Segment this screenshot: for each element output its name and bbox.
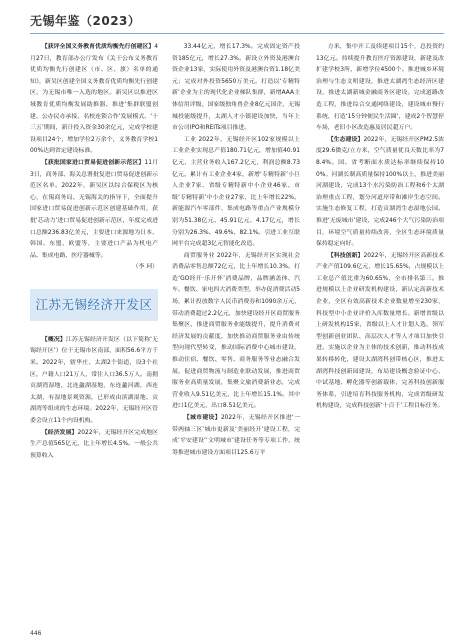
text-column-2	[172, 42, 300, 459]
paragraph-text: 工业 2022年，无锡经开区102家规模以上工业企业实现总产值180.71亿元，增加值40.91亿元，主营业务收入167.2亿元，利润总额8.73亿元。累计有工业企业4家，新增‘专精特新’小巨人企业7家、省级专精特新中小企业46家、市级‘专精特新’中小企业27家，比上年增长22%。新能源汽车零部件、集成电路等重点产业规模分别为51.38亿元、45.91亿元、4.17亿元，增长分别为26.3%、49.6%、82.1%。引进工业互联网平台完成超3亿元智能化改造。	[172, 136, 300, 248]
paragraph	[316, 135, 444, 251]
paragraph	[172, 135, 300, 251]
paragraph	[172, 251, 300, 413]
paragraph	[30, 42, 158, 158]
paragraph-text: 商贸服务业 2022年，无锡经开区实现社会消费品零售总额72亿元，比上年增长10.3%。打造‘GO经开·乐开怀’消费品牌，品牌涵盖体、汽车、餐饮、家电四大消费类型，举办促消费活动5场，累计投放数字人民币消费券和1090余万元，带动消费超过2.2亿元，加快建设经开区商贸服务集聚区，推进商贸服务业能级提升，提升消费对经济发展的贡献度，加快推动商贸服务业由传统型向现代型转变，推动国际消费中心城市建设，推动住宿、餐饮、零售、商务服务等业态融合发展，促进商贸物流与制造业联动发展，推进商贸服务业高质量发展，集聚文旅消费新业态，完成营业收入9.51亿美元，比上年增长15.1%。其中进口1亿美元，出口8.51亿美元。	[172, 252, 300, 410]
paragraph-text: 2022年，无锡经开区完成地区生产总值565亿元，比上年增长4.5%。一般公共预算收入	[30, 429, 158, 459]
paragraph	[30, 428, 158, 463]
section-heading: 【科技创新】	[327, 252, 364, 259]
paragraph	[172, 413, 300, 459]
section-heading: 【概况】	[41, 336, 66, 343]
paragraph-text: 2022年，无锡经开区推进‘一带两轴三区’城市更新及‘美丽经开’建设工程，完成‘平安建设’‘文明城市’建设任务等专项工作，统筹推进城市建设方面项目125.6万平	[172, 415, 300, 456]
paragraph-text: 2022年，无锡经开区高新技术产业产值109.6亿元，增长15.65%，占规模以上工业总产值比重为60.65%，全市排名第三。推进规模以上企业研发机构建设，新认定高新技术企业，全区有效高新技术企业数量增至230家，科技型中小企业评价入库数量增长。新增省级以上研发机构15家，省级以上人才计划人选、领军型创新创业团队、高层次人才等人才项目加快引进。实施以企业为主体的技术创新，推动科技成果转移转化，建设太湖湾科创带核心区，推进太湖湾科技创新园建设，布局建设概念验证中心、中试基地、孵化器等创新载体，完善科技创新服务体系，引进培育科技服务机构，完成省级研发机构建设，完成科技创新‘十百千’工程目标任务。	[316, 252, 444, 410]
section-heading: 【获评全国义务教育优质均衡先行创建区】	[41, 44, 155, 50]
paragraph-text: 11月3日，商务部、海关总署批复进口贸易促进创新示范区名单。2022年，新吴区以综合保税区为核心，在锡商务局、无锡海关的指导下，全面提升国家进口贸易促进创新示范区创建基础作用，获批‘芯动力’进口贸易促进创新示范区，年度完成进口总额236.83亿美元，主要进口来源地为日本、韩国、东盟、欧盟等，主要进口产品为机电产品、集成电路、医疗器械等。	[30, 159, 159, 259]
paragraph	[30, 335, 158, 428]
paragraph	[172, 42, 300, 135]
paragraph-text: 方米，集中开工及续建项目15个，总投资约13亿元。持续提升教育医疗资源建设，新建及改扩建学校3所，新增学位4500个。推进城乡环境治理与生态文明建设，推进太湖湾生态经济区建设，推进太湖新城金融商务区建设。完成道路改造工程，推进综合交通网络建设，建设城市慢行系统，打造‘15分钟便民生活圈’，建成2个智慧停车场，老旧小区改造惠及居民超万户。	[316, 44, 444, 132]
running-header-title: 无锡年鉴（2023）	[30, 14, 141, 28]
section-heading: 【城市建设】	[183, 415, 221, 421]
text-column-1	[30, 42, 158, 462]
author-signature: （李 珂）	[132, 264, 158, 271]
section-heading: 【获批国家进口贸易促进创新示范区】	[41, 159, 145, 166]
paragraph	[316, 42, 444, 135]
section-banner: 江苏无锡经济开发区	[30, 289, 158, 321]
paragraph-text: 2022年，无锡经开区PM2.5浓度29.6微克/立方米，空气质量优良天数比率为78.4%。国、省考断面水质达标率继续保持100%。河湖长制高质量保持100%以上，推进美丽河湖建设，完成13个水污染防治工程和6个太湖治理重点工程，划分河道岸带和滩岸生态空间。实施生态修复工程，打造贡湖湾生态湿地公园。推进‘无废城市’建设，完成246个大气污染防治项目，环境空气质量持续改善，全区生态环境质量保持稳定向好。	[316, 136, 444, 248]
paragraph	[30, 158, 158, 262]
section-heading: 【经济发展】	[41, 429, 78, 436]
section-heading: 【生态建设】	[327, 136, 364, 143]
text-column-3	[316, 42, 444, 413]
paragraph-text: 4月27日，教育部办公厅发布《关于公布义务教育优质均衡先行创建区（市、区、旗）名单的通知》，新吴区创建全国义务教育优质均衡先行创建区，为无锡市唯一入选的地区。新吴区以推进区域教育优质均衡发展助推器、推进‘集群联盟创建、公办民办承接、名校连锁合作’发展模式。‘十三五’期间，新计投入资金30余亿元，完成学校建设项目24个，增加学位2万余个，义务教育学校100%达到省定建设标准。	[30, 44, 158, 155]
header-rule	[30, 33, 444, 34]
paragraph	[316, 251, 444, 413]
page-number: 446	[30, 630, 42, 637]
paragraph-text: 33.44亿元，增长17.3%。完成固定资产投资185亿元，增长27.3%。新设立外资及港澳台资企业13家，实际使用外资及港澳台资1.18亿美元；完成对外投资5650万美元。打造以‘专精特新’企业为主的现代化企业梯队集群，新增AAA主体信用评级、国家级独角兽企业8亿元国企，无锡城投能级提升，太湖人才小镇建设加快，当年上市公司IPO和REITs项目推进。	[172, 44, 300, 132]
paragraph-text: 江苏无锡经济开发区（以下简称‘无锡经开区’）位于无锡市区南部，面积56.6平方千米。2022年，辖华庄、太湖2个街道，设3个社区，户籍人口21万人，常住人口36.5万人。南拥贡湖湾湿地，北连蠡湖湿地，东连蠡河湖，西连太湖，有湿地景观资源，已形成由滨湖湿地、贡湖湾等组成的生态环境。2022年，无锡经开区管委会设立11个内设机构。	[30, 336, 159, 425]
